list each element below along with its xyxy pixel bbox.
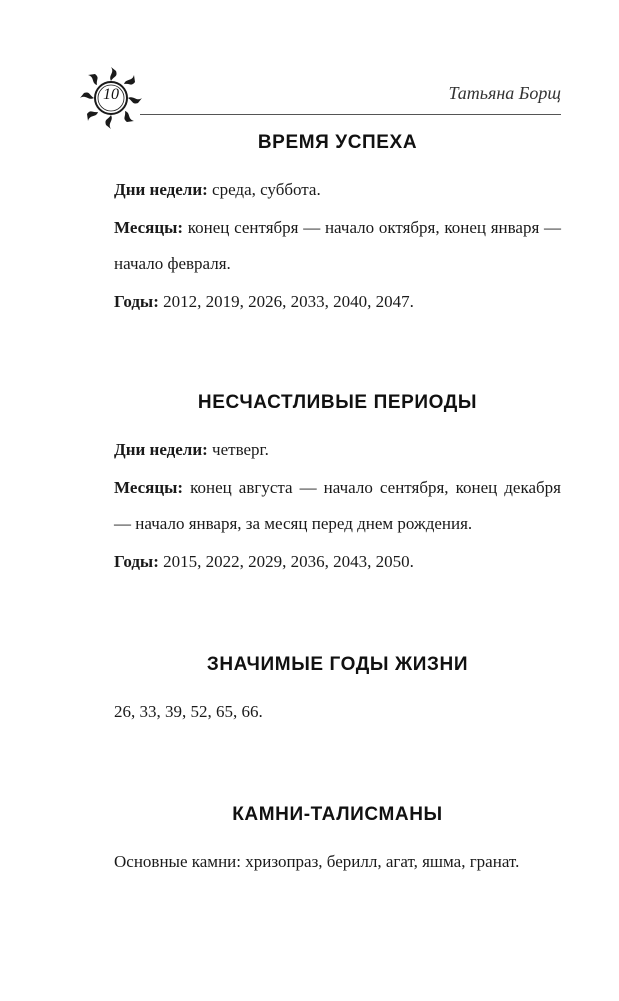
section-heading: ЗНАЧИМЫЕ ГОДЫ ЖИЗНИ — [206, 654, 469, 675]
years-row — [114, 284, 561, 320]
weekdays-label: Дни недели: — [114, 440, 208, 459]
months-value: конец сентября — начало октября, конец января — начало февраля. — [114, 218, 561, 273]
months-row — [114, 210, 561, 282]
section-talisman-stones — [114, 804, 561, 880]
weekdays-value: среда, суббота. — [207, 180, 321, 199]
page-number: 10 — [103, 86, 119, 103]
section-unlucky-periods — [114, 392, 561, 580]
years-label: Годы: — [114, 292, 159, 311]
header-rule — [140, 114, 561, 115]
years-row — [114, 544, 561, 580]
section-success-time — [114, 132, 561, 320]
running-title: Татьяна Борщ — [448, 83, 561, 103]
section-heading: НЕСЧАСТЛИВЫЕ ПЕРИОДЫ — [197, 392, 478, 413]
months-value: конец августа — начало сентября, конец декабря — начало января, за месяц перед днем рождения. — [114, 478, 561, 533]
weekdays-row — [114, 172, 561, 208]
weekdays-label: Дни недели: — [114, 180, 208, 199]
talisman-stones-text: Основные камни: хризопраз, берилл, агат, яшма, гранат. — [114, 852, 520, 871]
weekdays-row — [114, 432, 561, 468]
page-content — [114, 120, 561, 880]
section-significant-years — [114, 654, 561, 730]
years-value: 2012, 2019, 2026, 2033, 2040, 2047. — [158, 292, 414, 311]
months-row — [114, 470, 561, 542]
section-heading: ВРЕМЯ УСПЕХА — [257, 132, 418, 153]
months-label: Месяцы: — [114, 218, 184, 237]
months-label: Месяцы: — [114, 478, 184, 497]
weekdays-value: четверг. — [207, 440, 269, 459]
years-label: Годы: — [114, 552, 159, 571]
years-value: 2015, 2022, 2029, 2036, 2043, 2050. — [158, 552, 414, 571]
section-heading: КАМНИ-ТАЛИСМАНЫ — [232, 804, 443, 825]
significant-years-text: 26, 33, 39, 52, 65, 66. — [114, 702, 263, 721]
